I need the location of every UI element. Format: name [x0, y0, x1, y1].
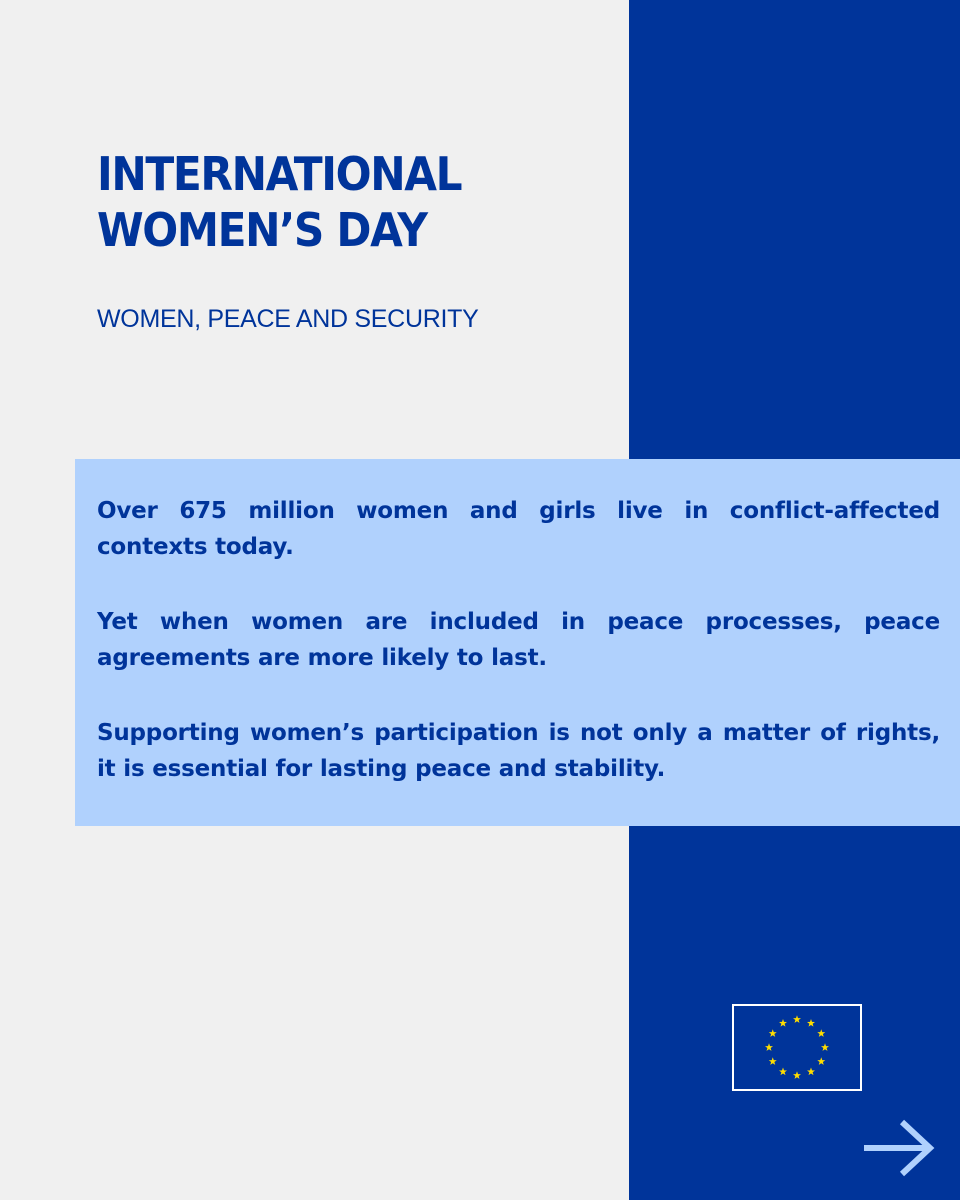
eu-stars — [734, 1006, 860, 1089]
title-line-1: INTERNATIONAL — [97, 147, 462, 201]
eu-star — [769, 1029, 777, 1037]
eu-star — [769, 1057, 777, 1065]
page-title — [97, 146, 575, 258]
eu-star — [817, 1057, 825, 1065]
eu-star — [807, 1019, 815, 1027]
eu-star — [817, 1029, 825, 1037]
eu-star — [779, 1019, 787, 1027]
eu-star — [821, 1043, 829, 1051]
title-line-2: WOMEN’S DAY — [97, 203, 427, 257]
eu-star — [807, 1068, 815, 1076]
eu-star — [765, 1043, 773, 1051]
page-subtitle: WOMEN, PEACE AND SECURITY — [97, 305, 479, 333]
info-box — [75, 459, 960, 826]
info-paragraph-2: Yet when women are included in peace processes, peace agreements are more likely to last. — [97, 609, 940, 671]
info-paragraph-1: Over 675 million women and girls live in conflict-affected contexts today. — [97, 498, 940, 560]
eu-star — [793, 1071, 801, 1079]
info-paragraph-3: Supporting women’s participation is not only a matter of rights, it is essential for lasting peace and stability. — [97, 720, 940, 782]
eu-star — [779, 1068, 787, 1076]
eu-star — [793, 1015, 801, 1023]
arrow-right-icon[interactable] — [862, 1117, 936, 1179]
eu-flag-icon — [732, 1004, 862, 1091]
